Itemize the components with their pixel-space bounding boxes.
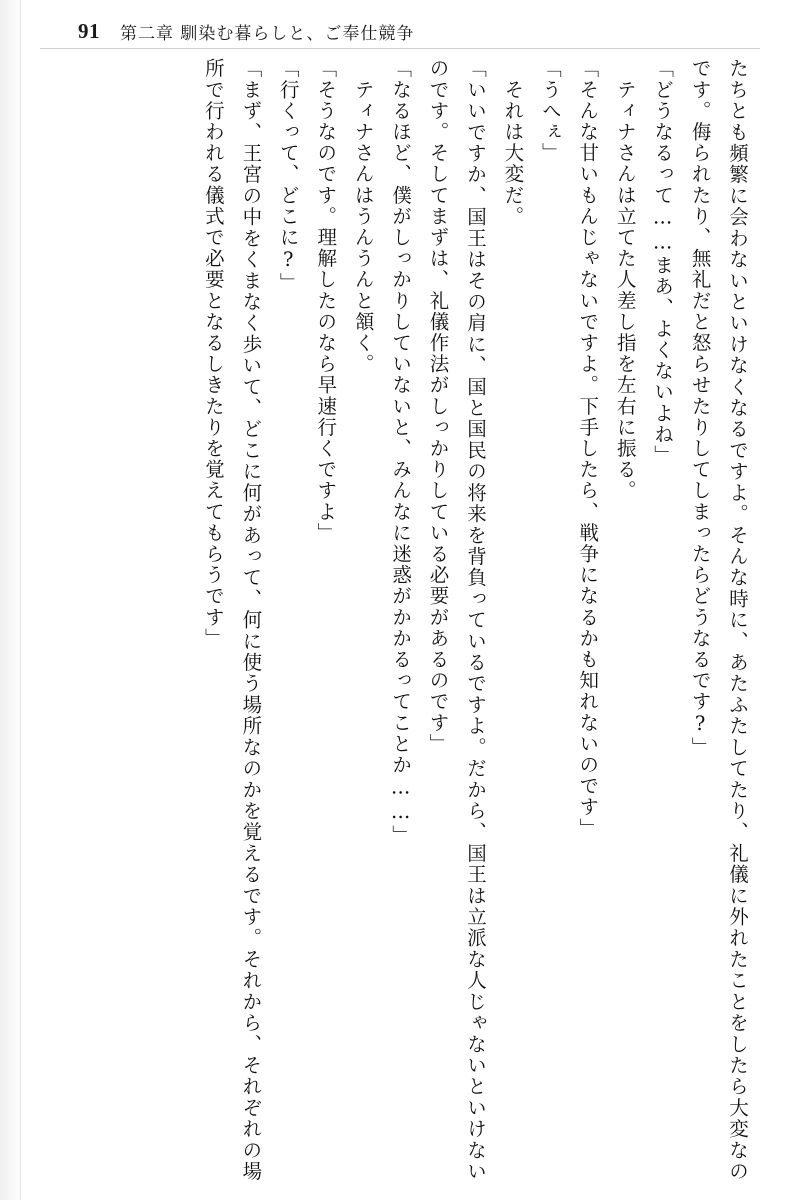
paragraph: 「行くって、どこに?」 xyxy=(276,58,300,294)
page-edge-line xyxy=(20,0,21,1200)
paragraph: 「まず、王宮の中をくまなく歩いて、どこに何があって、何に使う場所なのかを覚えるです。それから、それぞれの場所で行われる儀式で必要となるしきたりを覚えてもらうです」 xyxy=(201,58,263,1182)
page-body xyxy=(44,58,756,1182)
vertical-text-block xyxy=(44,58,756,1182)
paragraph: 「いいですか、国王はその肩に、国と国民の将来を背負っているですよ。だから、国王は立派な人じゃないといけないのです。そしてまずは、礼儀作法がしっかりしている必要があるのです」 xyxy=(426,58,487,1182)
paragraph: 「そんな甘いもんじゃないですよ。下手したら、戦争になるかも知れないのです」 xyxy=(576,58,600,839)
paragraph: 「どうなるって……まあ、よくないよね」 xyxy=(651,58,675,466)
header-divider xyxy=(40,48,760,49)
chapter-title: 第二章 馴染む暮らしと、ご奉仕競争 xyxy=(120,23,415,44)
page-number: 91 xyxy=(78,18,100,43)
paragraph: 「なるほど、僕がしっかりしていないと、みんなに迷惑がかかるってことか……」 xyxy=(389,58,413,846)
paragraph: 「うへぇ」 xyxy=(538,58,562,164)
paragraph: たちとも頻繁に会わないといけなくなるですよ。そんな時に、あたふたしてたり、礼儀に外れたことをしたら大変なのです。侮られたり、無礼だと怒らせたりしてしまったらどうなるです?」 xyxy=(688,58,749,1182)
paragraph: それは大変だ。 xyxy=(501,58,525,227)
paragraph: ティナさんは立てた人差し指を左右に振る。 xyxy=(613,58,637,502)
page-header xyxy=(0,14,800,48)
paragraph: ティナさんはうんうんと頷く。 xyxy=(351,58,375,375)
page-gutter-shadow xyxy=(0,0,22,1200)
paragraph: 「そうなのです。理解したのなら早速行くですよ」 xyxy=(314,58,338,544)
